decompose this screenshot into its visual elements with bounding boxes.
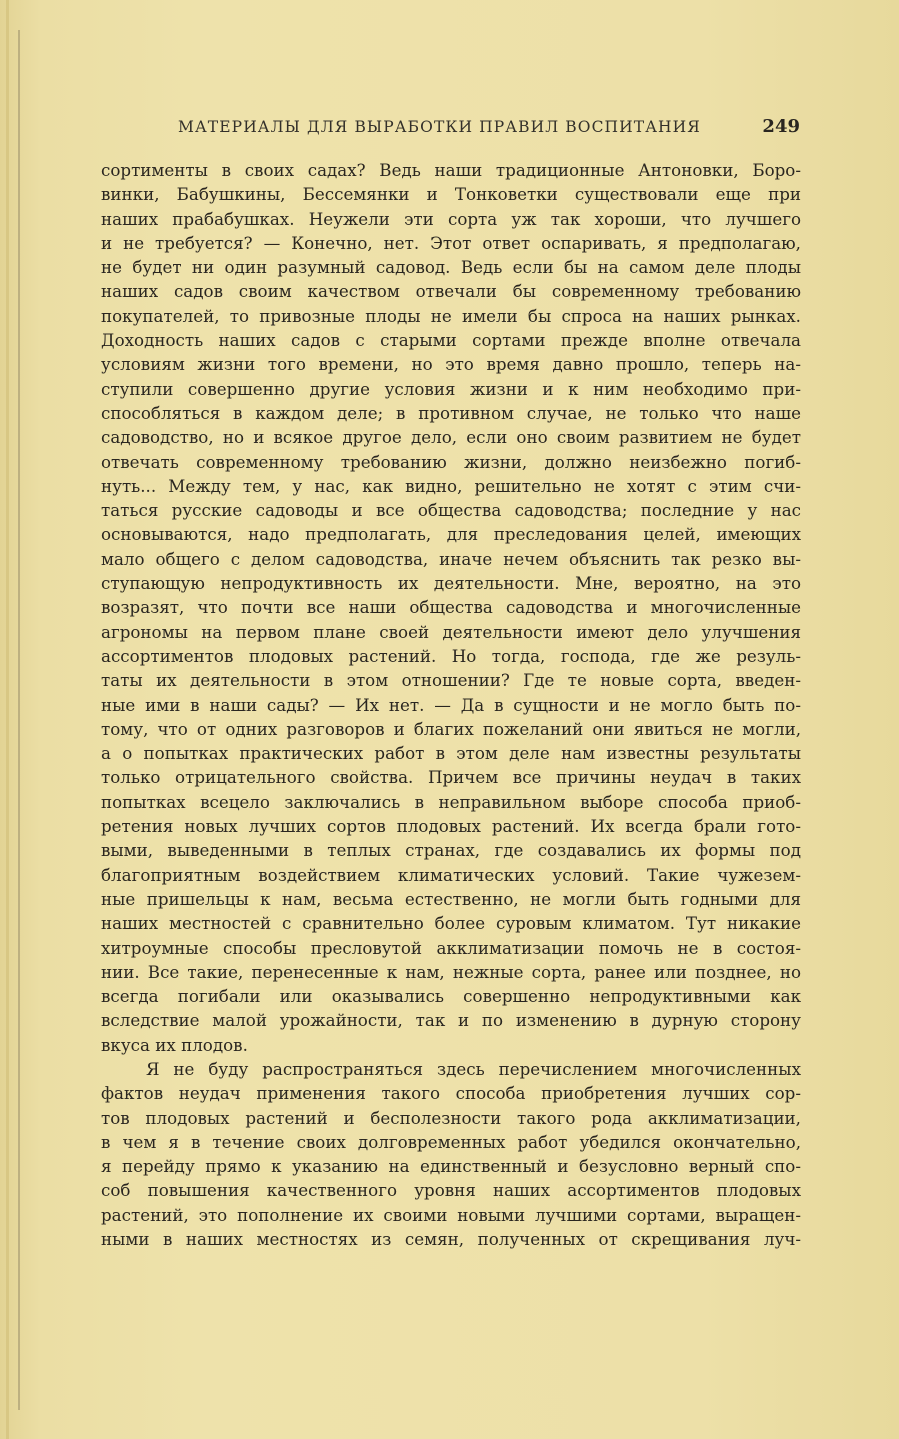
- text-line: наших садов своим качеством отвечали бы современному требованию: [101, 281, 801, 302]
- text-line: вследствие малой урожайности, так и по изменению в дурную сторону: [101, 1010, 801, 1031]
- text-line: мало общего с делом садоводства, иначе нечем объяснить так резко вы-: [101, 548, 801, 569]
- text-line: таться русские садоводы и все общества садоводства; последние у нас: [101, 500, 801, 521]
- text-line: а о попытках практических работ в этом деле нам известны результаты: [101, 743, 801, 764]
- paragraph-end-line: вкуса их плодов.: [101, 1034, 248, 1055]
- page-number: 249: [762, 116, 800, 137]
- binding-shadow: [18, 30, 20, 1410]
- text-line: отвечать современному требованию жизни, должно неизбежно погиб-: [101, 451, 801, 472]
- text-line: способляться в каждом деле; в противном случае, не только что наше: [101, 402, 801, 423]
- text-line: благоприятным воздействием климатических условий. Такие чужезем-: [101, 864, 801, 885]
- text-line: ными в наших местностях из семян, полученных от скрещивания луч-: [101, 1229, 801, 1250]
- text-line: растений, это пополнение их своими новыми лучшими сортами, выращен-: [101, 1204, 801, 1225]
- text-line: попытках всецело заключались в неправильном выборе способа приоб-: [101, 791, 801, 812]
- text-line: и не требуется? — Конечно, нет. Этот ответ оспаривать, я предполагаю,: [101, 232, 801, 253]
- text-line: нуть... Между тем, у нас, как видно, решительно не хотят с этим счи-: [101, 475, 801, 496]
- page-edge: [6, 0, 9, 1439]
- text-line: только отрицательного свойства. Причем все причины неудач в таких: [101, 767, 801, 788]
- text-line: ные ими в наши сады? — Их нет. — Да в сущности и не могло быть по-: [101, 694, 801, 715]
- text-line: я перейду прямо к указанию на единственный и безусловно верный спо-: [101, 1156, 801, 1177]
- paragraph-first-line: Я не буду распространяться здесь перечислением многочисленных: [146, 1058, 801, 1079]
- text-line: соб повышения качественного уровня наших ассортиментов плодовых: [101, 1180, 801, 1201]
- text-line: выми, выведенными в теплых странах, где создавались их формы под: [101, 840, 801, 861]
- body-text: [101, 158, 801, 1251]
- running-title: МАТЕРИАЛЫ ДЛЯ ВЫРАБОТКИ ПРАВИЛ ВОСПИТАНИЯ: [178, 118, 701, 136]
- text-line: Доходность наших садов с старыми сортами прежде вполне отвечала: [101, 330, 801, 351]
- text-line: тов плодовых растений и бесполезности такого рода акклиматизации,: [101, 1107, 801, 1128]
- text-line: таты их деятельности в этом отношении? Где те новые сорта, введен-: [101, 670, 801, 691]
- text-line: садоводство, но и всякое другое дело, если оно своим развитием не будет: [101, 427, 801, 448]
- text-line: наших прабабушках. Неужели эти сорта уж так хороши, что лучшего: [101, 208, 801, 229]
- text-line: всегда погибали или оказывались совершенно непродуктивными как: [101, 986, 801, 1007]
- text-line: тому, что от одних разговоров и благих пожеланий они явиться не могли,: [101, 718, 801, 739]
- text-line: винки, Бабушкины, Бессемянки и Тонковетки существовали еще при: [101, 184, 801, 205]
- text-line: наших местностей с сравнительно более суровым климатом. Тут никакие: [101, 913, 801, 934]
- text-line: возразят, что почти все наши общества садоводства и многочисленные: [101, 597, 801, 618]
- text-line: покупателей, то привозные плоды не имели бы спроса на наших рынках.: [101, 305, 801, 326]
- text-line: условиям жизни того времени, но это время давно прошло, теперь на-: [101, 354, 801, 375]
- text-line: ассортиментов плодовых растений. Но тогда, господа, где же резуль-: [101, 645, 801, 666]
- text-line: агрономы на первом плане своей деятельности имеют дело улучшения: [101, 621, 801, 642]
- text-line: ные пришельцы к нам, весьма естественно, не могли быть годными для: [101, 888, 801, 909]
- text-line: не будет ни один разумный садовод. Ведь если бы на самом деле плоды: [101, 257, 801, 278]
- text-line: нии. Все такие, перенесенные к нам, нежные сорта, ранее или позднее, но: [101, 961, 801, 982]
- text-line: ступили совершенно другие условия жизни и к ним необходимо при-: [101, 378, 801, 399]
- text-line: хитроумные способы пресловутой акклиматизации помочь не в состоя-: [101, 937, 801, 958]
- text-line: фактов неудач применения такого способа приобретения лучших сор-: [101, 1083, 801, 1104]
- text-line: в чем я в течение своих долговременных работ убедился окончательно,: [101, 1131, 801, 1152]
- text-line: сортименты в своих садах? Ведь наши традиционные Антоновки, Боро-: [101, 160, 801, 180]
- page-header: [178, 116, 800, 140]
- text-line: ступающую непродуктивность их деятельности. Мне, вероятно, на это: [101, 573, 801, 594]
- text-line: основываются, надо предполагать, для преследования целей, имеющих: [101, 524, 801, 545]
- text-line: ретения новых лучших сортов плодовых растений. Их всегда брали гото-: [101, 816, 801, 837]
